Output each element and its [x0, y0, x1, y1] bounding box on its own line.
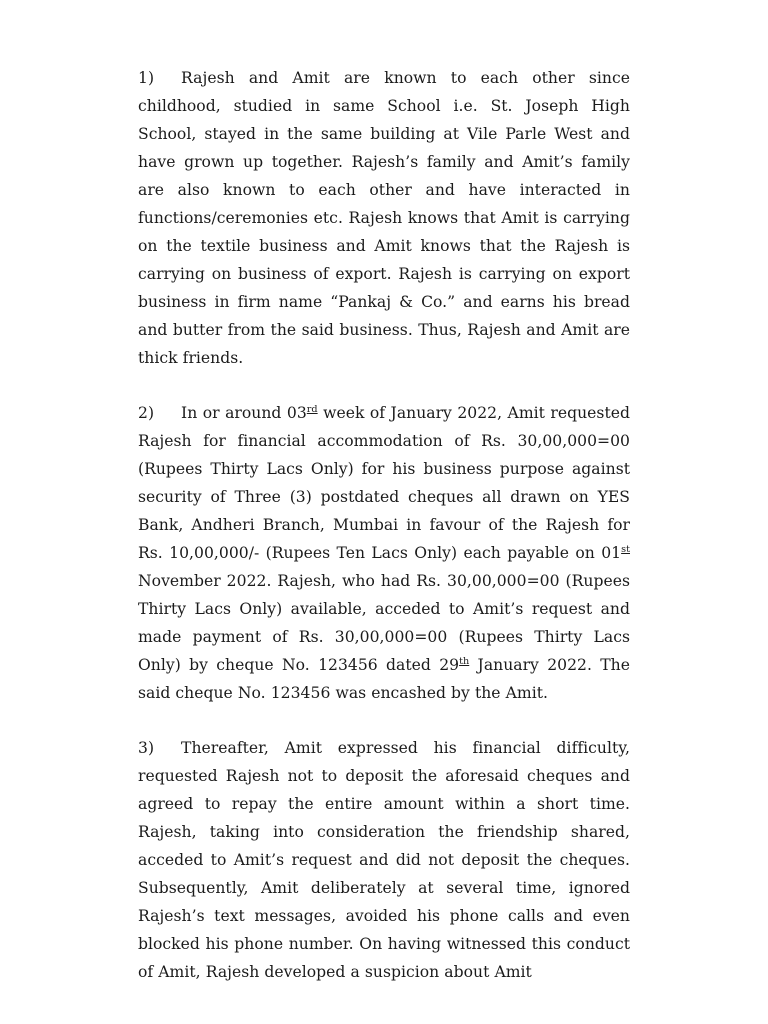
ordinal-suffix: th: [459, 655, 470, 667]
paragraph-indent-tab: [154, 734, 181, 762]
paragraph-indent-tab: [154, 399, 181, 427]
document-text-body: [138, 64, 630, 986]
paragraph-number: 1): [138, 69, 155, 87]
paragraph-number: 2): [138, 404, 155, 422]
paragraph: [138, 64, 630, 372]
paragraph: [138, 399, 630, 707]
paragraph-text: Thereafter, Amit expressed his financial difficulty, requested Rajesh not to deposit the aforesaid cheques and agreed to repay the entire amount within a short time. Rajesh, taking into consideration the friendship shared, acceded to Amit’s request and did not deposit the cheques. Subsequently, Amit deliberately at several time, ignored Rajesh’s text messages, avoided his phone calls and even blocked his phone number. On having witnessed this conduct of Amit, Rajesh developed a suspicion about Amit: [138, 739, 630, 981]
paragraph-text: Rajesh and Amit are known to each other since childhood, studied in same School i.e. St. Joseph High School, stayed in the same building at Vile Parle West and have grown up together. Rajesh’s family and Amit’s family are also known to each other and have interacted in functions/ceremonies etc. Rajesh knows that Amit is carrying on the textile business and Amit knows that the Rajesh is carrying on business of export. Rajesh is carrying on export business in firm name “Pankaj & Co.” and earns his bread and butter from the said business. Thus, Rajesh and Amit are thick friends.: [138, 69, 630, 367]
paragraph-number: 3): [138, 739, 155, 757]
paragraph: [138, 734, 630, 986]
paragraph-text: week of January 2022, Amit requested Rajesh for financial accommodation of Rs. 30,00,000=00 (Rupees Thirty Lacs Only) for his business purpose against security of Three (3) postdated cheques all drawn on YES Bank, Andheri Branch, Mumbai in favour of the Rajesh for Rs. 10,00,000/- (Rupees Ten Lacs Only) each payable on 01: [138, 404, 630, 562]
paragraph-text: In or around 03: [181, 404, 307, 422]
paragraph-indent-tab: [154, 64, 181, 92]
ordinal-suffix: st: [621, 543, 630, 555]
paragraph-text: January 2022. The said cheque No. 123456 was encashed by the Amit.: [138, 656, 630, 702]
ordinal-suffix: rd: [306, 403, 318, 415]
paragraph-text: November 2022. Rajesh, who had Rs. 30,00,000=00 (Rupees Thirty Lacs Only) available, acceded to Amit’s request and made payment of Rs. 30,00,000=00 (Rupees Thirty Lacs Only) by cheque No. 123456 dated 29: [138, 572, 630, 674]
